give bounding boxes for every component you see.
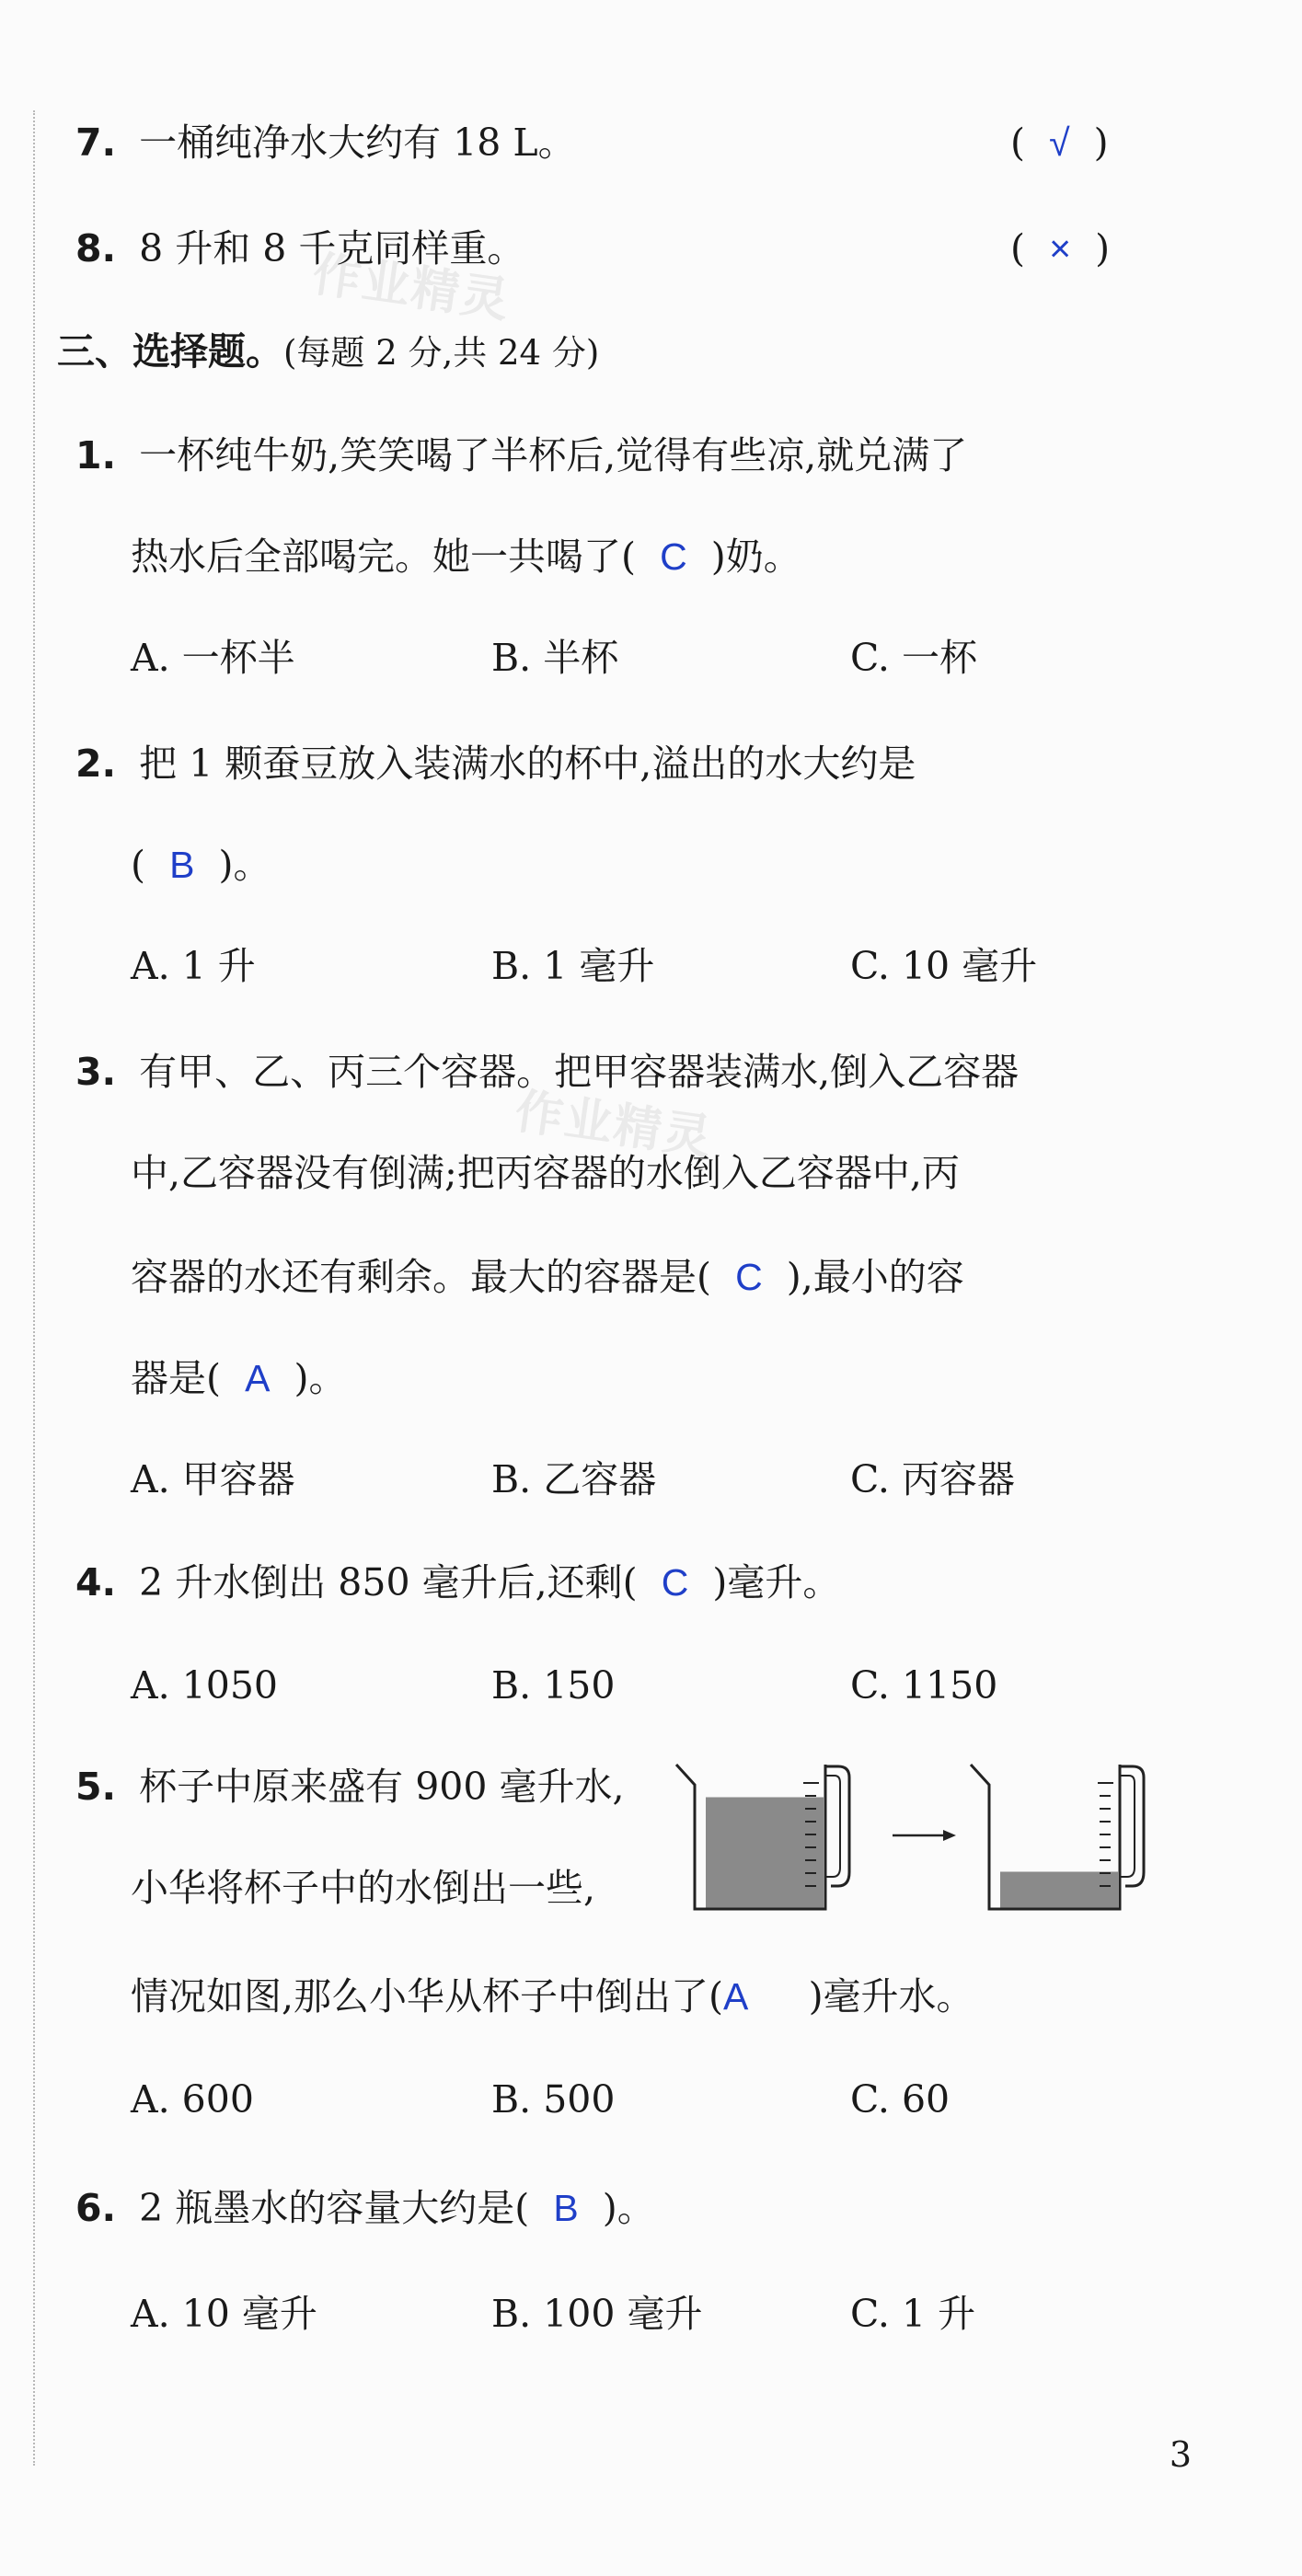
question-text: ( — [131, 843, 145, 887]
measuring-cup-after — [971, 1765, 1144, 1909]
question-text: 2 升水倒出 850 毫升后,还剩( — [139, 1560, 638, 1604]
question-text: )毫升水。 — [808, 1974, 974, 2018]
question-text: 把 1 颗蚕豆放入装满水的杯中,溢出的水大约是 — [139, 742, 916, 786]
question-1-line-1 — [75, 433, 968, 477]
section-heading — [57, 329, 600, 374]
question-2-line-1 — [75, 742, 916, 786]
option-b: B. 1 毫升 — [491, 944, 655, 988]
option-c: C. 一杯 — [850, 636, 977, 680]
answer-mark: C — [661, 1561, 689, 1604]
question-number: 7. — [75, 121, 117, 165]
question-3-line-4 — [131, 1356, 347, 1400]
section-title: 三、选择题。 — [57, 329, 283, 374]
question-text: 一杯纯牛奶,笑笑喝了半杯后,觉得有些凉,就兑满了 — [139, 433, 968, 477]
question-number: 3. — [75, 1050, 117, 1094]
judge-item-8 — [75, 226, 525, 270]
option-a: A. 10 毫升 — [131, 2292, 317, 2336]
answer-mark: √ — [1049, 121, 1070, 164]
question-text: 有甲、乙、丙三个容器。把甲容器装满水,倒入乙容器 — [139, 1050, 1020, 1094]
question-text: )。 — [602, 2186, 655, 2230]
question-text: 容器的水还有剩余。最大的容器是( — [131, 1255, 711, 1299]
question-text: )毫升。 — [712, 1560, 841, 1604]
answer-mark: C — [660, 535, 687, 578]
watermark: 作业精灵 — [309, 247, 514, 329]
page-margin-dotted-line — [33, 110, 35, 2466]
arrow-icon — [893, 1830, 956, 1841]
question-6-line-1 — [75, 2186, 655, 2230]
question-2-line-2 — [131, 843, 271, 887]
measuring-cups-figure — [667, 1748, 1146, 1941]
question-5-line-1 — [75, 1765, 625, 1809]
option-b: B. 乙容器 — [491, 1457, 657, 1501]
measuring-cup-before — [676, 1765, 849, 1909]
option-a: A. 一杯半 — [131, 636, 295, 680]
option-c: C. 1 升 — [850, 2292, 976, 2336]
option-b: B. 100 毫升 — [491, 2292, 703, 2336]
judge-item-7 — [75, 121, 576, 165]
option-a: A. 甲容器 — [131, 1457, 295, 1501]
question-text: ),最小的容 — [786, 1255, 964, 1299]
judge-answer-8: ( × ) — [1010, 226, 1111, 270]
question-3-line-1 — [75, 1050, 1020, 1094]
question-4-line-1 — [75, 1560, 841, 1604]
question-text: )奶。 — [710, 535, 801, 579]
judge-answer-7: ( √ ) — [1010, 121, 1109, 165]
question-number: 6. — [75, 2186, 117, 2230]
question-number: 1. — [75, 433, 117, 477]
question-text: 2 瓶墨水的容量大约是( — [139, 2186, 530, 2230]
option-a: A. 1050 — [131, 1663, 279, 1708]
answer-mark: A — [245, 1357, 271, 1399]
option-a: A. 600 — [131, 2077, 254, 2122]
answer-mark: A — [723, 1975, 749, 2018]
question-number: 2. — [75, 742, 117, 786]
question-text: )。 — [294, 1356, 347, 1400]
section-subtitle: (每题 2 分,共 24 分) — [283, 333, 600, 373]
question-3-line-2: 中,乙容器没有倒满;把丙容器的水倒入乙容器中,丙 — [131, 1151, 960, 1195]
question-text: 器是( — [131, 1356, 221, 1400]
question-5-line-2: 小华将杯子中的水倒出一些, — [131, 1866, 596, 1910]
question-number: 5. — [75, 1765, 117, 1809]
answer-mark: B — [169, 844, 195, 886]
question-text: 情况如图,那么小华从杯子中倒出了( — [131, 1974, 724, 2018]
question-text: 8 升和 8 千克同样重。 — [139, 226, 525, 270]
watermark: 作业精灵 — [512, 1084, 717, 1167]
answer-mark: C — [735, 1256, 763, 1298]
option-a: A. 1 升 — [131, 944, 256, 988]
option-b: B. 半杯 — [491, 636, 619, 680]
answer-mark: × — [1049, 227, 1072, 270]
question-5-line-3 — [131, 1974, 974, 2018]
option-b: B. 500 — [491, 2077, 616, 2122]
answer-mark: B — [553, 2187, 579, 2229]
question-3-line-3 — [131, 1255, 964, 1299]
question-1-line-2 — [131, 535, 801, 579]
option-c: C. 丙容器 — [850, 1457, 1015, 1501]
question-number: 8. — [75, 226, 117, 270]
question-number: 4. — [75, 1560, 117, 1604]
option-c: C. 10 毫升 — [850, 944, 1038, 988]
option-b: B. 150 — [491, 1663, 616, 1708]
page-number: 3 — [1169, 2434, 1192, 2475]
question-text: 热水后全部喝完。她一共喝了( — [131, 535, 636, 579]
question-text: )。 — [218, 843, 271, 887]
question-text: 杯子中原来盛有 900 毫升水, — [139, 1765, 625, 1809]
option-c: C. 60 — [850, 2077, 951, 2122]
option-c: C. 1150 — [850, 1663, 998, 1708]
question-text: 一桶纯净水大约有 18 L。 — [139, 121, 576, 165]
